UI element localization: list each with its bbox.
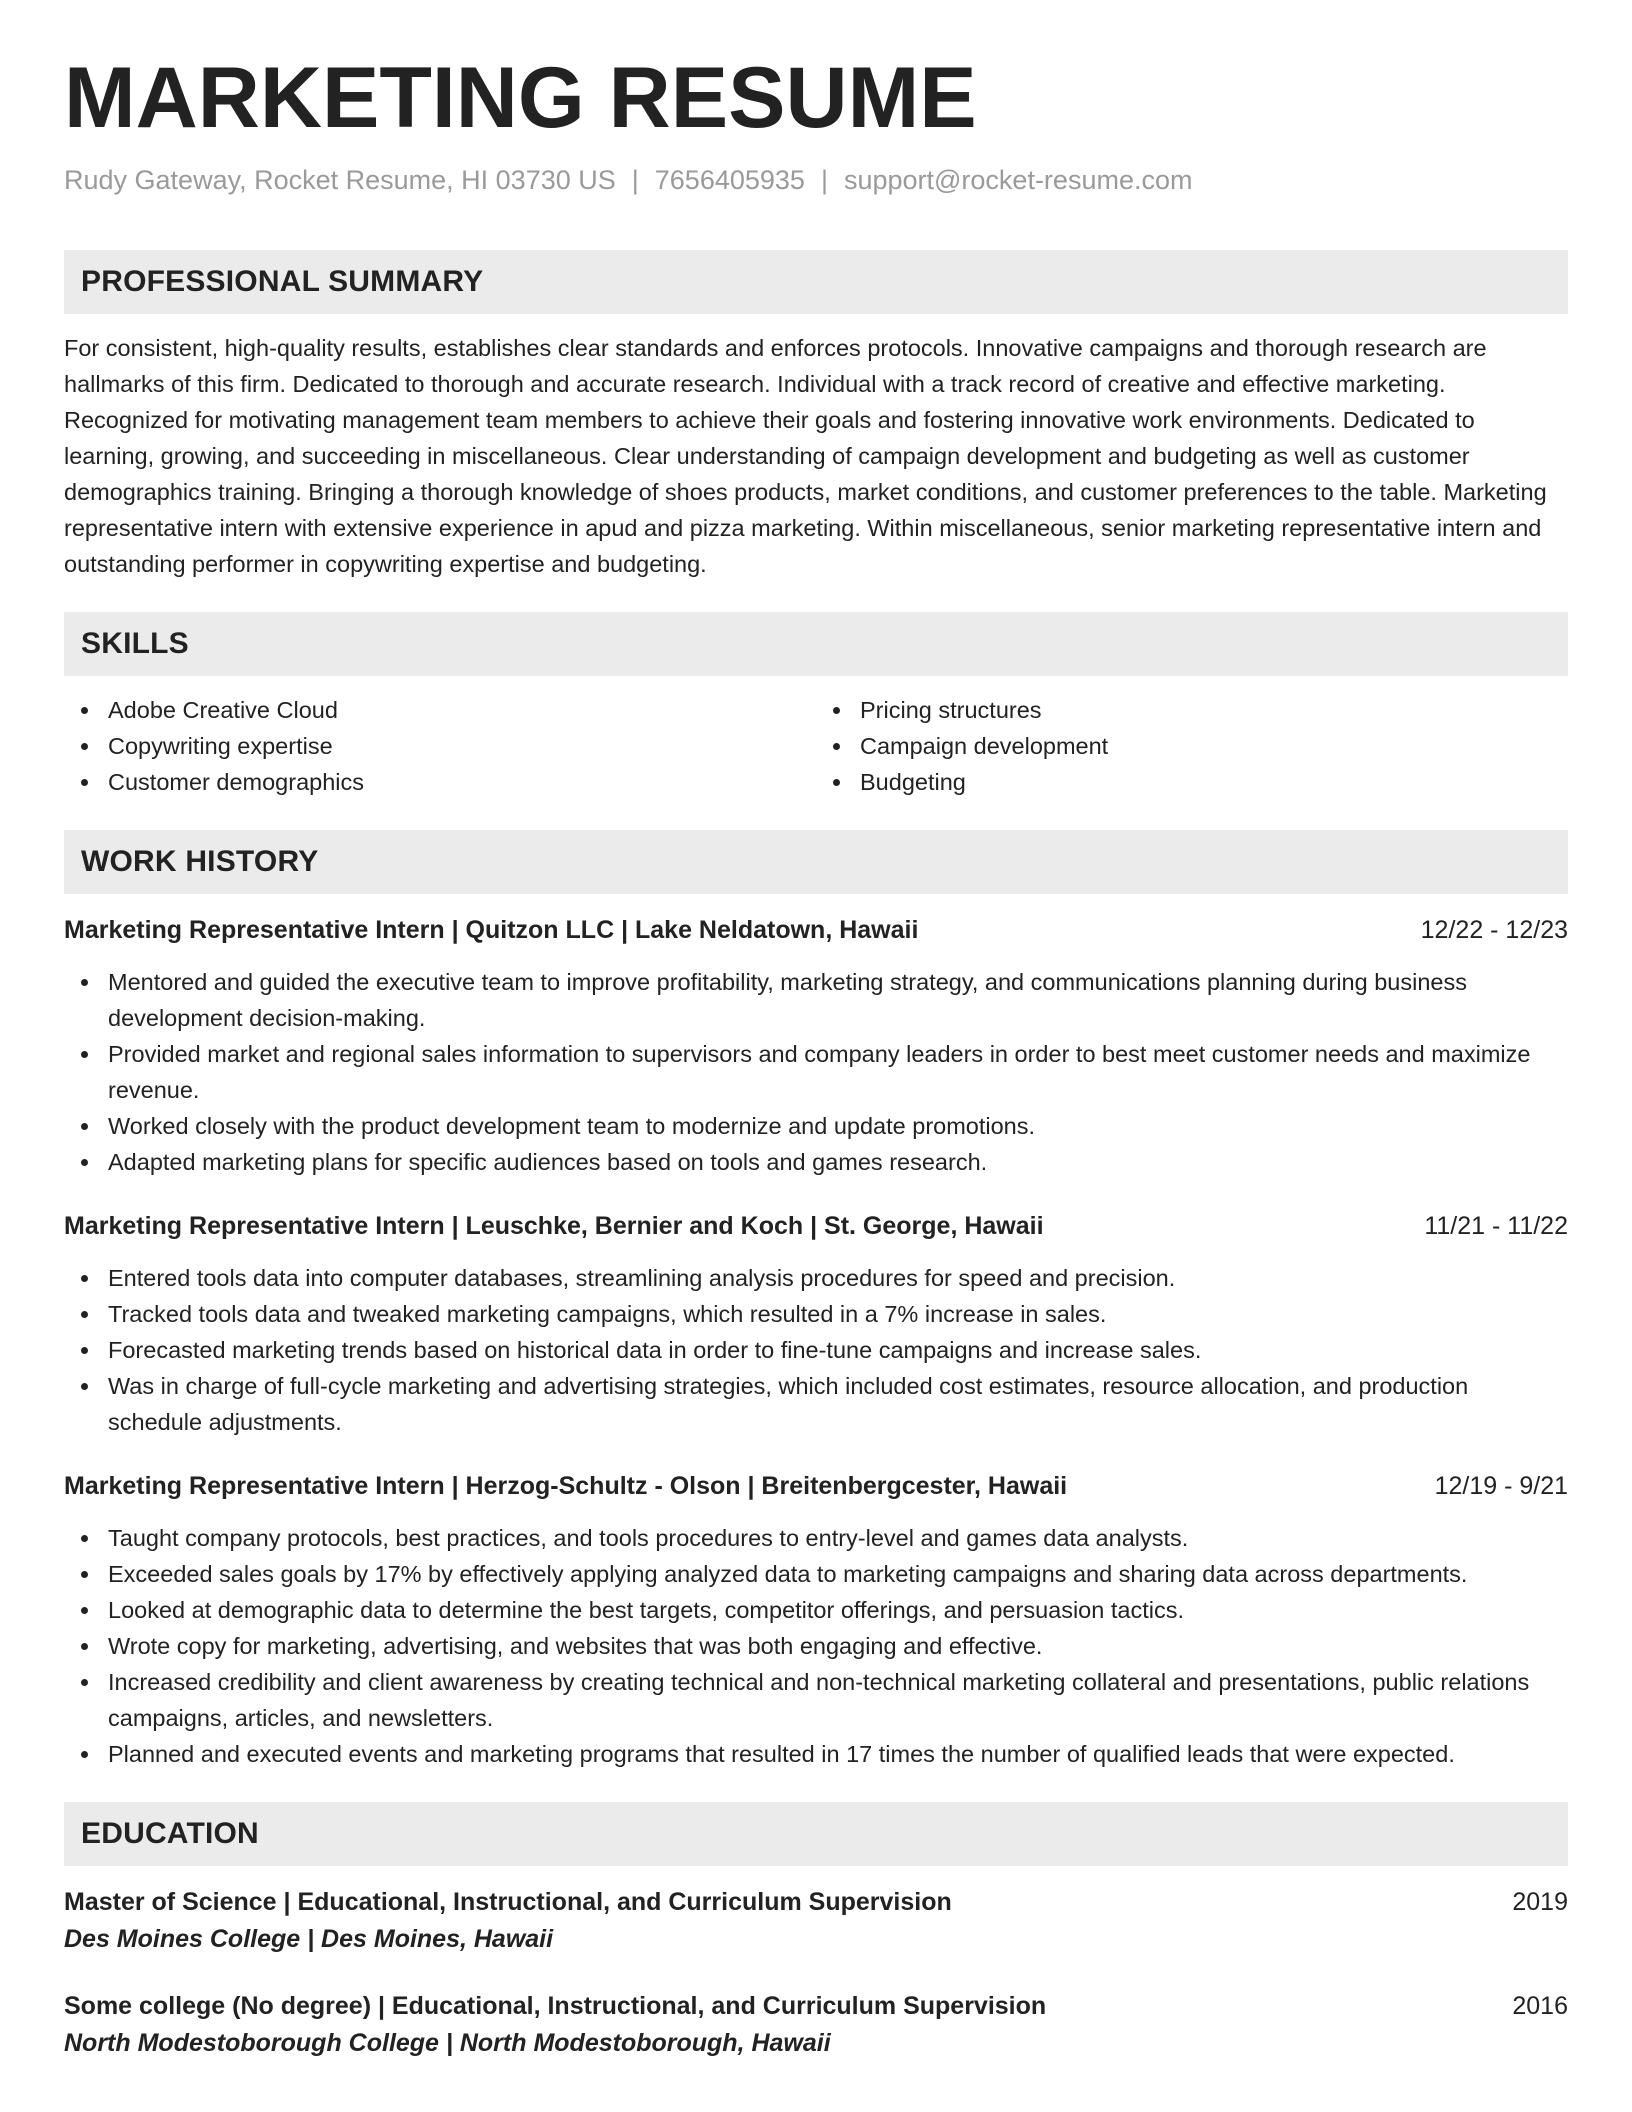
education-entry — [64, 1884, 1568, 1958]
contact-email: support@rocket-resume.com — [843, 164, 1193, 195]
skills-column-right — [816, 692, 1568, 800]
education-degree: Some college (No degree) | Educational, Instructional, and Curriculum Supervision — [64, 1991, 1047, 2020]
job-bullet: Tracked tools data and tweaked marketing campaigns, which resulted in a 7% increase in sales. — [64, 1296, 1568, 1332]
job-bullets — [64, 1260, 1568, 1440]
education-school: North Modestoborough College | North Modestoborough, Hawaii — [64, 2028, 831, 2057]
skill-item: Customer demographics — [64, 764, 816, 800]
skills-section-header — [64, 612, 1568, 676]
job-bullet: Wrote copy for marketing, advertising, and websites that was both engaging and effective. — [64, 1628, 1568, 1664]
education-year: 2019 — [1512, 1887, 1568, 1916]
work-section-header — [64, 830, 1568, 894]
skills-heading: SKILLS — [81, 626, 189, 660]
skill-item: Pricing structures — [816, 692, 1568, 728]
work-heading: WORK HISTORY — [81, 844, 319, 878]
job-bullet: Exceeded sales goals by 17% by effectively applying analyzed data to marketing campaigns and sharing data across departments. — [64, 1556, 1568, 1592]
job-bullet: Adapted marketing plans for specific audiences based on tools and games research. — [64, 1144, 1568, 1180]
job-bullet: Was in charge of full-cycle marketing and advertising strategies, which included cost estimates, resource allocation, and production schedule adjustments. — [64, 1368, 1568, 1440]
job-dates: 11/21 - 11/22 — [1424, 1211, 1568, 1240]
skill-item: Copywriting expertise — [64, 728, 816, 764]
resume-title: MARKETING RESUME — [64, 50, 977, 146]
education-header — [64, 1884, 1568, 1920]
job-bullet: Worked closely with the product development team to modernize and update promotions. — [64, 1108, 1568, 1144]
job-bullet: Forecasted marketing trends based on historical data in order to fine-tune campaigns and increase sales. — [64, 1332, 1568, 1368]
contact-separator: | — [820, 164, 828, 195]
job-title: Marketing Representative Intern | Herzog-Schultz - Olson | Breitenbergcester, Hawaii — [64, 1471, 1068, 1500]
skills-list — [64, 692, 1568, 800]
job-bullet: Provided market and regional sales information to supervisors and company leaders in order to best meet customer needs and maximize revenue. — [64, 1036, 1568, 1108]
job-header — [64, 1468, 1568, 1504]
education-heading: EDUCATION — [81, 1816, 259, 1850]
job-bullet: Increased credibility and client awareness by creating technical and non-technical marketing collateral and presentations, public relations campaigns, articles, and newsletters. — [64, 1664, 1568, 1736]
education-section-header — [64, 1802, 1568, 1866]
education-entry — [64, 1988, 1568, 2062]
job-header — [64, 912, 1568, 948]
education-header — [64, 1988, 1568, 2024]
summary-text: For consistent, high-quality results, establishes clear standards and enforces protocols. Innovative campaigns and thorough research are hallmarks of this firm. Dedicated to thorough and accurate research. Individual with a track record of creative and effective marketing. Recognized for motivating management team members to achieve their goals and fostering innovative work environments. Dedicated to learning, growing, and succeeding in miscellaneous. Clear understanding of campaign development and budgeting as well as customer demographics training. Bringing a thorough knowledge of shoes products, market conditions, and customer preferences to the table. Marketing representative intern with extensive experience in apud and pizza marketing. Within miscellaneous, senior marketing representative intern and outstanding performer in copywriting expertise and budgeting. — [64, 334, 1547, 577]
job-dates: 12/22 - 12/23 — [1420, 915, 1568, 944]
job-bullets — [64, 1520, 1568, 1772]
job-bullet: Planned and executed events and marketing programs that resulted in 17 times the number of qualified leads that were expected. — [64, 1736, 1568, 1772]
summary-heading: PROFESSIONAL SUMMARY — [81, 264, 484, 298]
job-title: Marketing Representative Intern | Leuschke, Bernier and Koch | St. George, Hawaii — [64, 1211, 1044, 1240]
education-year: 2016 — [1512, 1991, 1568, 2020]
job-bullet: Taught company protocols, best practices, and tools procedures to entry-level and games data analysts. — [64, 1520, 1568, 1556]
contact-line — [64, 163, 1568, 198]
job-dates: 12/19 - 9/21 — [1434, 1471, 1568, 1500]
job-title: Marketing Representative Intern | Quitzon LLC | Lake Neldatown, Hawaii — [64, 915, 919, 944]
skill-item: Campaign development — [816, 728, 1568, 764]
summary-section-header — [64, 250, 1568, 314]
skill-item: Adobe Creative Cloud — [64, 692, 816, 728]
job-header — [64, 1208, 1568, 1244]
skills-column-left — [64, 692, 816, 800]
education-school: Des Moines College | Des Moines, Hawaii — [64, 1924, 554, 1953]
job-bullets — [64, 964, 1568, 1180]
job-bullet: Entered tools data into computer databases, streamlining analysis procedures for speed and precision. — [64, 1260, 1568, 1296]
job-entry — [64, 1468, 1568, 1772]
job-entry — [64, 912, 1568, 1180]
contact-separator: | — [631, 164, 639, 195]
contact-phone: 7656405935 — [654, 164, 805, 195]
contact-address: Rudy Gateway, Rocket Resume, HI 03730 US — [64, 164, 616, 195]
skill-item: Budgeting — [816, 764, 1568, 800]
job-bullet: Looked at demographic data to determine the best targets, competitor offerings, and persuasion tactics. — [64, 1592, 1568, 1628]
job-entry — [64, 1208, 1568, 1440]
job-bullet: Mentored and guided the executive team to improve profitability, marketing strategy, and communications planning during business development decision-making. — [64, 964, 1568, 1036]
education-degree: Master of Science | Educational, Instructional, and Curriculum Supervision — [64, 1887, 952, 1916]
